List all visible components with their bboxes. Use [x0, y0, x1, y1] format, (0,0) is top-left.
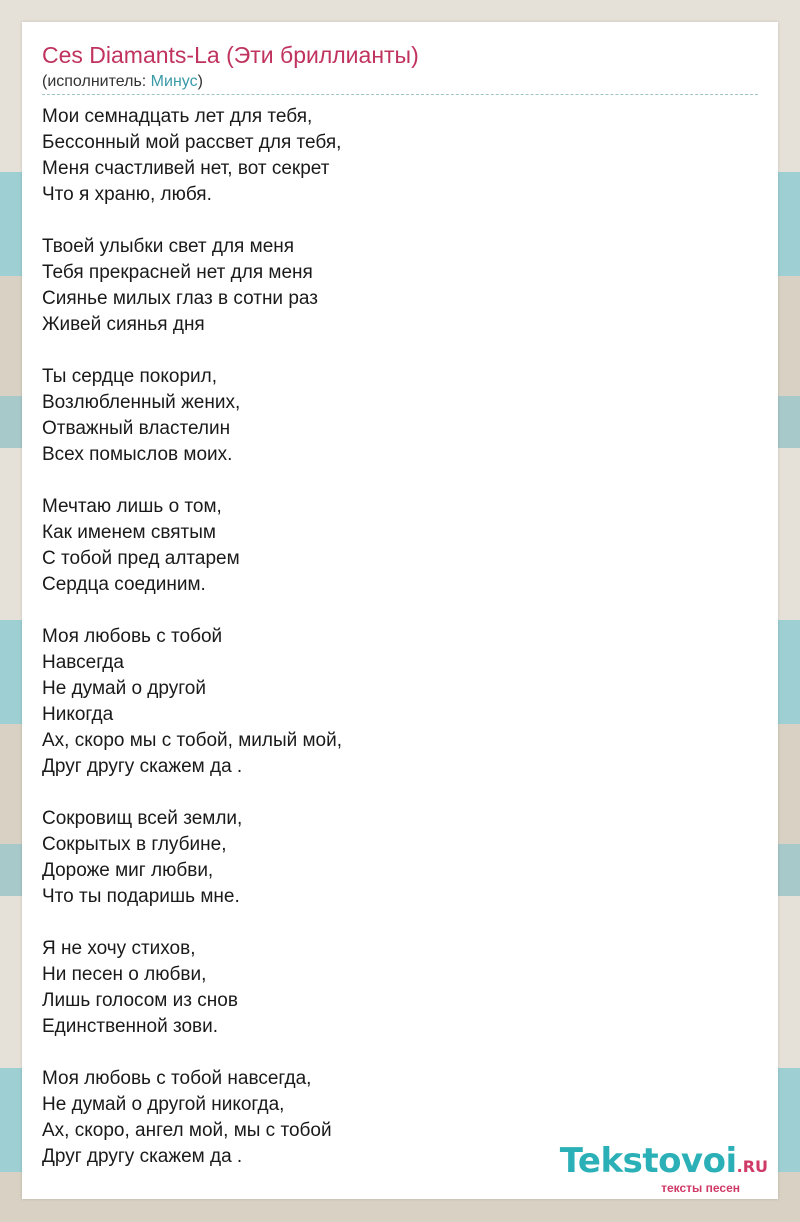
artist-line: [42, 73, 203, 91]
lyric-line: Дороже миг любви,: [42, 860, 214, 881]
lyric-line: Бессонный мой рассвет для тебя,: [42, 132, 342, 153]
lyric-line: Мои семнадцать лет для тебя,: [42, 106, 313, 127]
lyric-line: Возлюбленный жених,: [42, 392, 241, 413]
lyric-line: Сиянье милых глаз в сотни раз: [42, 288, 318, 309]
lyric-line: Что ты подаришь мне.: [42, 886, 240, 907]
logo-tld: .RU: [736, 1157, 768, 1176]
artist-prefix: (исполнитель:: [42, 73, 151, 90]
lyric-line: Мечтаю лишь о том,: [42, 496, 222, 517]
lyric-line: Моя любовь с тобой: [42, 626, 223, 647]
lyric-line: Ах, скоро, ангел мой, мы с тобой: [42, 1120, 332, 1141]
lyric-line: [42, 208, 342, 234]
site-logo[interactable]: [560, 1143, 768, 1195]
lyric-line: Как именем святым: [42, 522, 216, 543]
lyric-line: Живей сиянья дня: [42, 314, 205, 335]
lyric-line: Что я храню, любя.: [42, 184, 212, 205]
lyric-line: Тебя прекрасней нет для меня: [42, 262, 313, 283]
lyric-line: Навсегда: [42, 652, 124, 673]
lyric-line: [42, 468, 342, 494]
lyric-line: [42, 1040, 342, 1066]
lyric-line: Не думай о другой никогда,: [42, 1094, 285, 1115]
lyric-line: Ни песен о любви,: [42, 964, 207, 985]
lyric-line: [42, 598, 342, 624]
lyric-line: [42, 338, 342, 364]
lyric-line: Твоей улыбки свет для меня: [42, 236, 295, 257]
lyric-line: Единственной зови.: [42, 1016, 219, 1037]
lyric-line: Друг другу скажем да .: [42, 1146, 243, 1167]
logo-tagline: тексты песен: [661, 1181, 740, 1195]
lyrics-text: [42, 104, 342, 1170]
lyric-line: Моя любовь с тобой навсегда,: [42, 1068, 312, 1089]
song-title: Ces Diamants-La (Эти бриллианты): [42, 42, 419, 68]
lyric-line: [42, 910, 342, 936]
lyric-line: Не думай о другой: [42, 678, 206, 699]
artist-suffix: ): [197, 73, 203, 90]
lyric-line: Меня счастливей нет, вот секрет: [42, 158, 330, 179]
lyric-line: Друг другу скажем да .: [42, 756, 243, 777]
lyric-line: Ты сердце покорил,: [42, 366, 217, 387]
lyric-line: Всех помыслов моих.: [42, 444, 233, 465]
artist-link[interactable]: Минус: [150, 73, 198, 90]
lyric-line: Никогда: [42, 704, 114, 725]
lyric-line: Я не хочу стихов,: [42, 938, 196, 959]
dashed-divider: [42, 94, 758, 95]
lyric-line: Сокровищ всей земли,: [42, 808, 243, 829]
lyric-line: [42, 780, 342, 806]
lyric-line: Отважный властелин: [42, 418, 231, 439]
logo-name: Tekstovoi: [559, 1141, 737, 1181]
lyric-line: Сердца соединим.: [42, 574, 206, 595]
lyric-line: Сокрытых в глубине,: [42, 834, 227, 855]
lyrics-card: [22, 22, 778, 1199]
lyric-line: Лишь голосом из снов: [42, 990, 238, 1011]
lyric-line: Ах, скоро мы с тобой, милый мой,: [42, 730, 343, 751]
lyric-line: С тобой пред алтарем: [42, 548, 240, 569]
